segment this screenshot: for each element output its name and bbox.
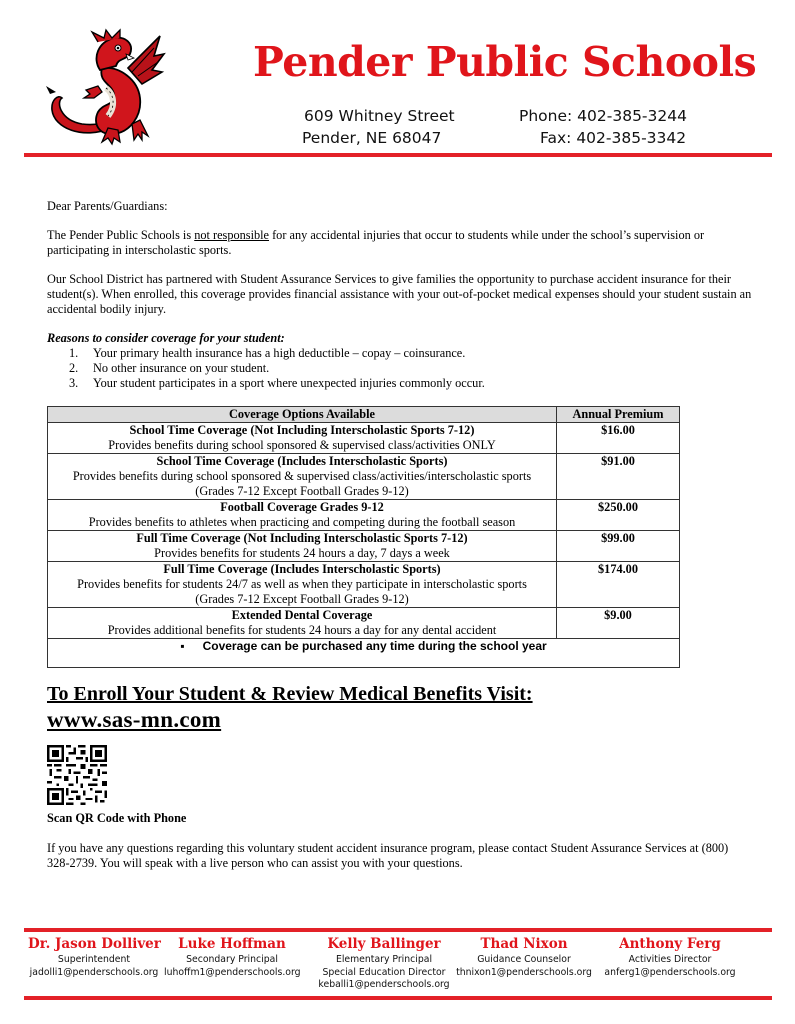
table-row xyxy=(48,500,680,531)
option-desc: Provides benefits for students 24/7 as well as when they participate in interscholastic sports xyxy=(77,577,527,591)
staff-name: Thad Nixon xyxy=(480,936,568,952)
col-header-premium: Annual Premium xyxy=(557,407,680,423)
option-desc: Provides benefits during school sponsored & supervised class/activities/interscholastic sports xyxy=(72,469,532,483)
staff-name: Dr. Jason Dolliver xyxy=(28,936,161,952)
staff-card xyxy=(316,935,452,992)
table-row xyxy=(48,608,680,639)
staff-title: Guidance Counselor xyxy=(477,954,571,965)
staff-email[interactable]: thnixon1@penderschools.org xyxy=(456,966,592,978)
option-price: $9.00 xyxy=(557,608,680,639)
header-divider xyxy=(24,153,772,157)
option-desc: Provides benefits for students 24 hours a day, 7 days a week xyxy=(154,546,450,560)
street-address: 609 Whitney Street xyxy=(304,107,455,125)
staff-title: Secondary Principal xyxy=(186,954,278,965)
table-row xyxy=(48,423,680,454)
enroll-link[interactable]: www.sas-mn.com xyxy=(47,707,222,732)
staff-title: Activities Director xyxy=(628,954,712,965)
staff-email[interactable]: jadolli1@penderschools.org xyxy=(29,966,159,978)
option-price: $91.00 xyxy=(557,454,680,500)
qr-code-icon[interactable] xyxy=(47,745,107,805)
coverage-note: Coverage can be purchased any time during the school year xyxy=(202,639,547,653)
table-note-row xyxy=(48,639,680,668)
city-address: Pender, NE 68047 xyxy=(302,129,442,147)
contact-paragraph: If you have any questions regarding this voluntary student accident insurance program, please contact Student Assurance Services at (800) 328-2739. You will speak with a live person who can assist you with your questions. xyxy=(47,841,729,870)
staff-name: Anthony Ferg xyxy=(619,936,721,952)
staff-email[interactable]: luhoffm1@penderschools.org xyxy=(164,966,301,978)
staff-card xyxy=(602,935,738,979)
table-header-row xyxy=(48,407,680,423)
staff-name: Luke Hoffman xyxy=(178,936,286,952)
footer-divider-top xyxy=(24,928,772,932)
letter-body xyxy=(47,199,757,391)
option-price: $99.00 xyxy=(557,531,680,562)
paragraph-partnership: Our School District has partnered with Student Assurance Services to give families the opportunity to purchase accident insurance for their student(s). When enrolled, this coverage provides financial assistance with your out-of-pocket medical expenses should your student sustain an accidental bodily injury. xyxy=(47,272,752,316)
paragraph-responsibility: The Pender Public Schools is not responsible for any accidental injuries that occur to students while under the school’s supervision or participating in interscholastic sports. xyxy=(47,228,705,257)
reasons-title: Reasons to consider coverage for your student: xyxy=(47,331,285,345)
option-desc: Provides benefits to athletes when practicing and competing during the football season xyxy=(88,515,516,529)
option-title: School Time Coverage (Not Including Interscholastic Sports 7-12) xyxy=(129,423,475,437)
option-title: Football Coverage Grades 9-12 xyxy=(220,500,384,514)
coverage-table xyxy=(47,406,680,668)
enroll-heading: To Enroll Your Student & Review Medical Benefits Visit: xyxy=(47,683,533,705)
school-name: Pender Public Schools xyxy=(253,38,757,86)
list-item: 2. No other insurance on your student. xyxy=(69,361,270,375)
col-header-options: Coverage Options Available xyxy=(48,407,557,423)
staff-email[interactable]: anferg1@penderschools.org xyxy=(604,966,736,978)
staff-card xyxy=(28,935,160,979)
list-item: 3. Your student participates in a sport where unexpected injuries commonly occur. xyxy=(69,376,485,390)
option-title: Full Time Coverage (Not Including Interscholastic Sports 7-12) xyxy=(136,531,468,545)
staff-title: Superintendent xyxy=(57,954,131,965)
option-desc-grades: (Grades 7-12 Except Football Grades 9-12) xyxy=(195,484,409,498)
option-price: $250.00 xyxy=(557,500,680,531)
option-price: $174.00 xyxy=(557,562,680,608)
staff-card xyxy=(164,935,300,979)
phone-number: Phone: 402-385-3244 xyxy=(519,107,687,125)
staff-name: Kelly Ballinger xyxy=(327,936,441,952)
reasons-list xyxy=(47,346,757,391)
not-responsible-emphasis: not responsible xyxy=(194,228,270,242)
option-title: Extended Dental Coverage xyxy=(231,608,373,622)
staff-card xyxy=(456,935,592,979)
bullet-icon: ▪ xyxy=(180,639,185,653)
table-row xyxy=(48,531,680,562)
salutation: Dear Parents/Guardians: xyxy=(47,199,168,213)
option-price: $16.00 xyxy=(557,423,680,454)
option-title: School Time Coverage (Includes Interscholastic Sports) xyxy=(156,454,448,468)
option-desc: Provides benefits during school sponsored & supervised class/activities ONLY xyxy=(108,438,496,452)
option-title: Full Time Coverage (Includes Interscholastic Sports) xyxy=(163,562,441,576)
footer-divider-bottom xyxy=(24,996,772,1000)
fax-number: Fax: 402-385-3342 xyxy=(540,129,687,147)
table-row xyxy=(48,562,680,608)
scan-qr-label: Scan QR Code with Phone xyxy=(47,811,187,825)
staff-title: Elementary Principal xyxy=(335,954,433,965)
staff-email[interactable]: keballi1@penderschools.org xyxy=(318,979,450,990)
option-desc-grades: (Grades 7-12 Except Football Grades 9-12) xyxy=(195,592,409,606)
option-desc: Provides additional benefits for students 24 hours a day for any dental accident xyxy=(107,623,497,637)
table-row xyxy=(48,454,680,500)
staff-title-secondary: Special Education Director xyxy=(322,966,446,978)
list-item: 1. Your primary health insurance has a high deductible – copay – coinsurance. xyxy=(69,346,466,360)
dragon-logo xyxy=(42,28,166,146)
